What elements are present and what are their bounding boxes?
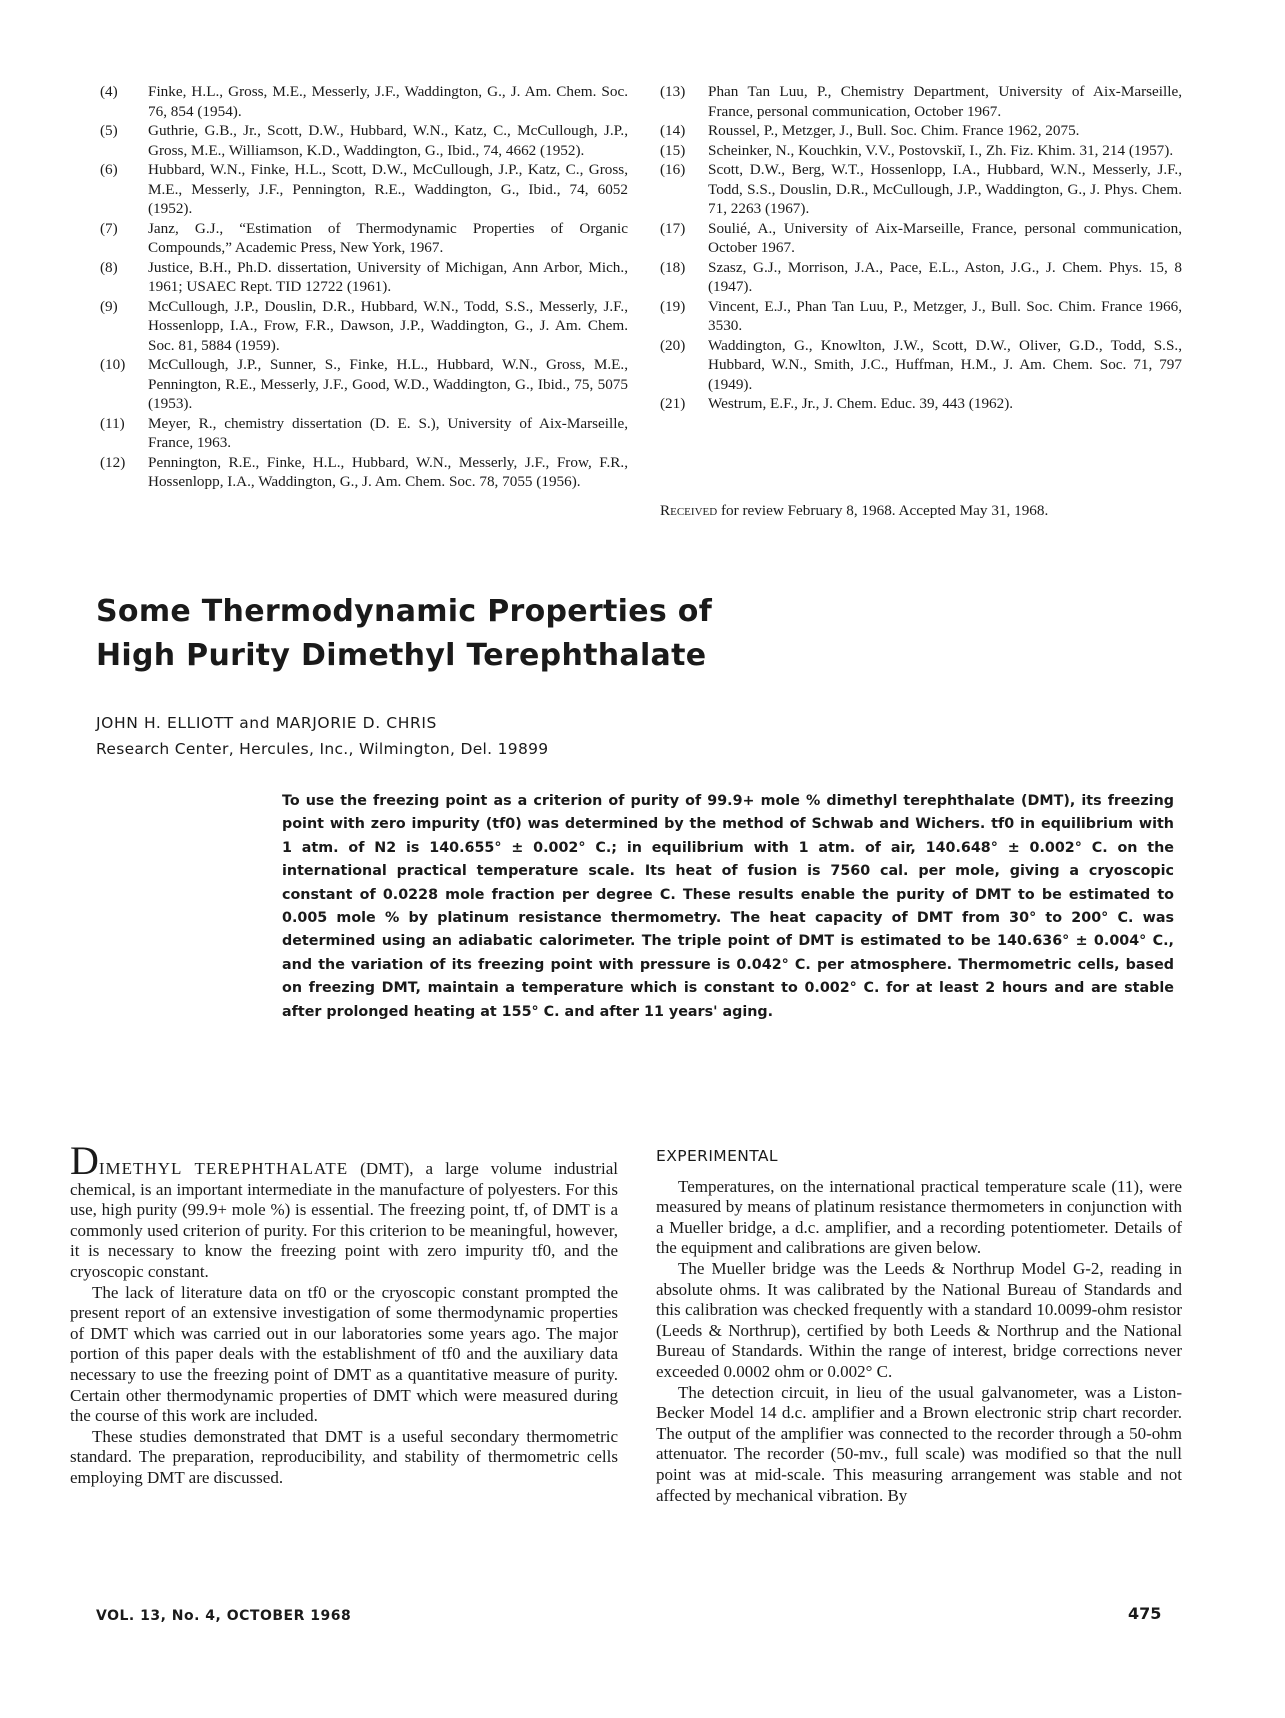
page-number: 475 [1128,1604,1162,1623]
authors: JOHN H. ELLIOTT and MARJORIE D. CHRIS [96,714,437,732]
body-left-column [70,1138,618,1489]
journal-footer: VOL. 13, No. 4, OCTOBER 1968 [96,1608,352,1624]
body-right-column [656,1146,1182,1506]
abstract: To use the freezing point as a criterion of purity of 99.9+ mole % dimethyl terephthalate (DMT), its freezing point with zero impurity (tf0) was determined by the method of Schwab and Wichers. tf0 in equilibrium with 1 atm. of N2 is 140.655° ± 0.002° C.; in equilibrium with 1 atm. of air, 140.648° ± 0.002° C. on the international practical temperature scale. Its heat of fusion is 7560 cal. per mole, giving a cryoscopic constant of 0.0228 mole fraction per degree C. These results enable the purity of DMT to be estimated to 0.005 mole % by platinum resistance thermometry. The heat capacity of DMT from 30° to 200° C. was determined using an adiabatic calorimeter. The triple point of DMT is estimated to be 140.636° ± 0.004° C., and the variation of its freezing point with pressure is 0.042° C. per atmosphere. Thermometric cells, based on freezing DMT, maintain a temperature which is constant to 0.002° C. for at least 2 hours and are stable after prolonged heating at 155° C. and after 11 years' aging. [282,793,1174,1020]
references-right [660,82,1182,414]
body-paragraph: The detection circuit, in lieu of the usual galvanometer, was a Liston-Becker Model 14 d.c. amplifier and a Brown electronic strip chart recorder. The output of the amplifier was connected to the recorder through a 50-ohm attenuator. The recorder (50-mv., full scale) was modified so that the null point was at mid-scale. This measuring arrangement was stable and not affected by mechanical vibration. By [656,1382,1182,1505]
article-title [96,590,996,678]
reference-item: (10) McCullough, J.P., Sunner, S., Finke, H.L., Hubbard, W.N., Gross, M.E., Pennington, R.E., Messerly, J.F., Good, W.D., Waddington, G., Ibid., 75, 5075 (1953). [100,356,628,412]
title-line-2: High Purity Dimethyl Terephthalate [96,638,707,673]
reference-item: (17) Soulié, A., University of Aix-Marseille, France, personal communication, October 1967. [660,219,1182,256]
reference-item: (20) Waddington, G., Knowlton, J.W., Scott, D.W., Oliver, G.D., Todd, S.S., Hubbard, W.N., Smith, J.C., Huffman, H.M., J. Am. Chem. Soc. 71, 797 (1949). [660,336,1182,393]
section-heading: EXPERIMENTAL [656,1147,778,1165]
reference-item: (19) Vincent, E.J., Phan Tan Luu, P., Metzger, J., Bull. Soc. Chim. France 1966, 3530. [660,297,1182,334]
reference-item: (6) Hubbard, W.N., Finke, H.L., Scott, D.W., McCullough, J.P., Katz, C., Gross, M.E., Messerly, J.F., Pennington, R.E., Waddington, G., Ibid., 74, 6052 (1952). [100,161,628,217]
reference-item: (14) Roussel, P., Metzger, J., Bull. Soc. Chim. France 1962, 2075. [660,122,1080,139]
body-paragraph: The lack of literature data on tf0 or the cryoscopic constant prompted the present report of an extensive investigation of some thermodynamic properties of DMT which was carried out in our laboratories some years ago. The major portion of this paper deals with the establishment of tf0 and the auxiliary data necessary to use the freezing point of DMT as a quantitative measure of purity. Certain other thermodynamic properties of DMT which were measured during the course of this work are included. [70,1282,618,1426]
body-paragraph: The Mueller bridge was the Leeds & Northrup Model G-2, reading in absolute ohms. It was calibrated by the National Bureau of Standards and this calibration was checked frequently with a standard 10.0099-ohm resistor (Leeds & Northrup), certified by both Leeds & Northrup and the National Bureau of Standards. Within the range of interest, bridge corrections never exceeded 0.0002 ohm or 0.002° C. [656,1258,1182,1381]
body-paragraph: Temperatures, on the international practical temperature scale (11), were measured by means of platinum resistance thermometers in conjunction with a Mueller bridge, a d.c. amplifier, and a recording potentiometer. Details of the equipment and calibrations are given below. [656,1176,1182,1258]
body-paragraph: These studies demonstrated that DMT is a useful secondary thermometric standard. The preparation, reproducibility, and stability of thermometric cells employing DMT are discussed. [70,1426,618,1487]
reference-item: (18) Szasz, G.J., Morrison, J.A., Pace, E.L., Aston, J.G., J. Chem. Phys. 15, 8 (1947). [660,258,1182,295]
drop-cap: D [70,1138,99,1183]
title-line-1: Some Thermodynamic Properties of [96,594,713,629]
body-paragraph: DIMETHYL TEREPHTHALATE (DMT), a large volume industrial chemical, is an important intermediate in the manufacture of polyesters. For this use, high purity (99.9+ mole %) is essential. The freezing point, tf, of DMT is a commonly used criterion of purity. For this criterion to be meaningful, however, it is necessary to know the freezing point with zero impurity tf0, and the cryoscopic constant. [70,1138,618,1281]
reference-item: (9) McCullough, J.P., Douslin, D.R., Hubbard, W.N., Todd, S.S., Messerly, J.F., Hossenlopp, I.A., Frow, F.R., Dawson, J.P., Waddington, G., J. Am. Chem. Soc. 81, 5884 (1959). [100,297,628,354]
reference-item: (21) Westrum, E.F., Jr., J. Chem. Educ. 39, 443 (1962). [660,395,1014,412]
reference-item: (12) Pennington, R.E., Finke, H.L., Hubbard, W.N., Messerly, J.F., Frow, F.R., Hossenlopp, I.A., Waddington, G., J. Am. Chem. Soc. 78, 7055 (1956). [100,453,628,490]
reference-item: (13) Phan Tan Luu, P., Chemistry Department, University of Aix-Marseille, France, personal communication, October 1967. [660,83,1182,120]
reference-item: (7) Janz, G.J., “Estimation of Thermodynamic Properties of Organic Compounds,” Academic Press, New York, 1967. [100,219,628,256]
reference-item: (4) Finke, H.L., Gross, M.E., Messerly, J.F., Waddington, G., J. Am. Chem. Soc. 76, 854 (1954). [100,83,628,120]
reference-item: (8) Justice, B.H., Ph.D. dissertation, University of Michigan, Ann Arbor, Mich., 1961; USAEC Rept. TID 12722 (1961). [100,258,628,295]
reference-item: (16) Scott, D.W., Berg, W.T., Hossenlopp, I.A., Hubbard, W.N., Messerly, J.F., Todd, S.S., Douslin, D.R., McCullough, J.P., Waddington, G., J. Phys. Chem. 71, 2263 (1967). [660,161,1182,217]
reference-item: (5) Guthrie, G.B., Jr., Scott, D.W., Hubbard, W.N., Katz, C., McCullough, J.P., Gross, M.E., Williamson, K.D., Waddington, G., Ibid., 74, 4662 (1952). [100,122,628,159]
references-left [100,82,628,492]
received-note: Received for review February 8, 1968. Accepted May 31, 1968. [660,502,1049,519]
affiliation: Research Center, Hercules, Inc., Wilmington, Del. 19899 [96,740,549,758]
reference-item: (15) Scheinker, N., Kouchkin, V.V., Postovskiĭ, I., Zh. Fiz. Khim. 31, 214 (1957). [660,141,1174,159]
reference-item: (11) Meyer, R., chemistry dissertation (D. E. S.), University of Aix-Marseille, France, 1963. [100,414,628,451]
lead-words: IMETHYL TEREPHTHALATE [98,1159,349,1178]
